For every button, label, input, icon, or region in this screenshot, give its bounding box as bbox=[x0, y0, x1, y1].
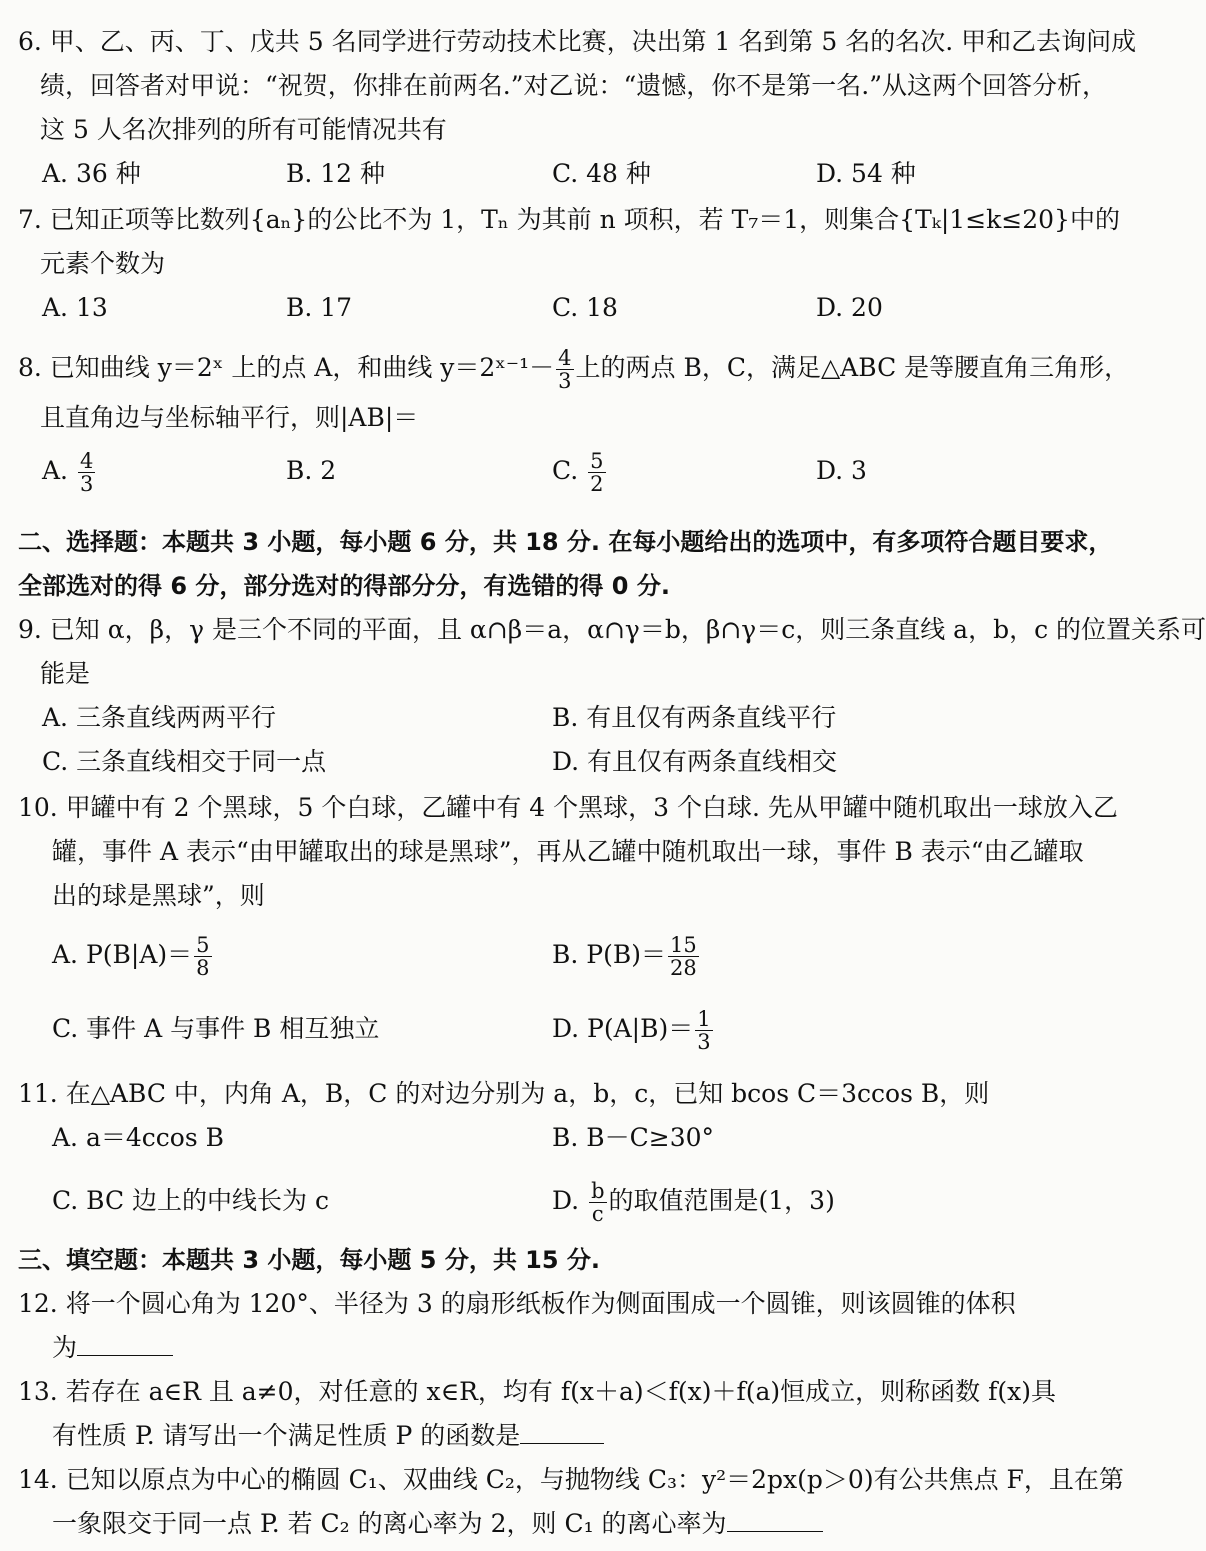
fraction-numerator: 1 bbox=[697, 1007, 711, 1031]
option-a-text: A. P(B|A)＝ bbox=[52, 940, 193, 969]
fraction bbox=[668, 934, 699, 979]
answer-blank[interactable] bbox=[77, 1329, 173, 1356]
option-b bbox=[552, 924, 701, 986]
option-c: C. 48 种 bbox=[552, 159, 651, 188]
question-12-stem-line2 bbox=[52, 1326, 1062, 1370]
question-12-stem-line1: 12. 将一个圆心角为 120°、半径为 3 的扇形纸板作为侧面围成一个圆锥，则该圆锥的体积 bbox=[18, 1289, 1016, 1318]
fraction-denominator: 2 bbox=[590, 472, 604, 496]
fraction-denominator: 28 bbox=[669, 956, 697, 980]
section-3-header bbox=[18, 1238, 1062, 1282]
question-10 bbox=[18, 786, 1118, 1060]
option-a bbox=[52, 924, 214, 986]
question-14-stem-line2 bbox=[52, 1502, 1062, 1546]
question-10-options-row2 bbox=[18, 998, 1062, 1060]
answer-blank[interactable] bbox=[520, 1417, 604, 1444]
question-9-stem-line2: 能是 bbox=[40, 659, 91, 688]
question-6-stem-line3: 这 5 人名次排列的所有可能情况共有 bbox=[40, 115, 447, 144]
question-6-stem-line1: 6. 甲、乙、丙、丁、戊共 5 名同学进行劳动技术比赛，决出第 1 名到第 5 名的名次. 甲和乙去询问成 bbox=[18, 27, 1137, 56]
option-b-text: B. P(B)＝ bbox=[552, 940, 666, 969]
fraction-denominator: c bbox=[591, 1202, 604, 1226]
question-13 bbox=[18, 1370, 1062, 1458]
question-14-stem-text: 一象限交于同一点 P. 若 C₂ 的离心率为 2，则 C₁ 的离心率为 bbox=[52, 1509, 727, 1538]
question-7-stem-line2: 元素个数为 bbox=[40, 249, 166, 278]
question-8-stem-line2: 且直角边与坐标轴平行，则|AB|＝ bbox=[40, 403, 419, 432]
fraction-numerator: 5 bbox=[590, 449, 604, 473]
fraction-denominator: 3 bbox=[79, 472, 94, 496]
option-a: A. 13 bbox=[42, 293, 108, 322]
section-2-line2: 全部选对的得 6 分，部分选对的得部分分，有选错的得 0 分. bbox=[18, 572, 670, 600]
option-d-text: D. P(A|B)＝ bbox=[552, 1014, 694, 1043]
option-d: D. 有且仅有两条直线相交 bbox=[552, 747, 838, 776]
option-b: B. 有且仅有两条直线平行 bbox=[552, 703, 837, 732]
option-a: A. 36 种 bbox=[42, 159, 141, 188]
question-6-options bbox=[18, 152, 1062, 196]
question-12 bbox=[18, 1282, 1062, 1370]
question-9-options-row2 bbox=[18, 740, 1062, 784]
question-10-stem-line3: 出的球是黑球”，则 bbox=[52, 881, 265, 910]
section-3-line1: 三、填空题：本题共 3 小题，每小题 5 分，共 15 分. bbox=[18, 1246, 601, 1274]
question-9-options-row1 bbox=[18, 696, 1062, 740]
fraction bbox=[588, 450, 605, 495]
option-b: B. B－C≥30° bbox=[552, 1123, 715, 1152]
fraction-numerator: 15 bbox=[669, 933, 697, 957]
question-7-options bbox=[18, 286, 1062, 330]
question-10-stem-line1: 10. 甲罐中有 2 个黑球，5 个白球，乙罐中有 4 个黑球，3 个白球. 先从甲罐中随机取出一球放入乙 bbox=[18, 793, 1118, 822]
option-d bbox=[552, 998, 715, 1060]
fraction-numerator: 5 bbox=[196, 933, 210, 957]
option-a bbox=[42, 440, 97, 502]
question-9-stem-line1: 9. 已知 α，β，γ 是三个不同的平面，且 α∩β＝a，α∩γ＝b，β∩γ＝c，则三条直线 a，b，c 的位置关系可 bbox=[18, 615, 1206, 644]
question-7-stem-line1: 7. 已知正项等比数列{aₙ}的公比不为 1，Tₙ 为其前 n 项积，若 T₇＝1，则集合{Tₖ|1≤k≤20}中的 bbox=[18, 205, 1120, 234]
question-11-options-row1 bbox=[18, 1116, 1062, 1160]
question-9 bbox=[18, 608, 1206, 784]
fraction bbox=[695, 1008, 712, 1053]
fraction-numerator: b bbox=[591, 1179, 605, 1203]
fraction-denominator: 8 bbox=[196, 956, 210, 980]
option-d-label: D. bbox=[552, 1186, 580, 1215]
fraction-denominator: 3 bbox=[558, 369, 572, 393]
question-11 bbox=[18, 1072, 1062, 1232]
fraction bbox=[78, 450, 95, 495]
question-13-stem-line2 bbox=[52, 1414, 1062, 1458]
question-10-options-row1 bbox=[18, 924, 1062, 986]
fraction bbox=[556, 347, 573, 392]
option-c-label: C. bbox=[552, 456, 579, 485]
option-c: C. BC 边上的中线长为 c bbox=[52, 1186, 329, 1215]
section-2-header bbox=[18, 520, 1113, 608]
option-d-text: 的取值范围是(1，3) bbox=[608, 1186, 835, 1215]
question-8-options bbox=[18, 440, 1062, 502]
option-d: D. 20 bbox=[816, 293, 883, 322]
question-14-stem-line1: 14. 已知以原点为中心的椭圆 C₁、双曲线 C₂，与抛物线 C₃：y²＝2px(p＞0)有公共焦点 F，且在第 bbox=[18, 1465, 1124, 1494]
answer-blank[interactable] bbox=[727, 1505, 823, 1532]
question-8 bbox=[18, 340, 1130, 502]
question-8-stem-part1: 8. 已知曲线 y＝2ˣ 上的点 A，和曲线 y＝2ˣ⁻¹－ bbox=[18, 353, 555, 382]
option-b: B. 12 种 bbox=[286, 159, 386, 188]
option-c bbox=[552, 440, 608, 502]
option-a: A. a＝4ccos B bbox=[52, 1123, 224, 1152]
question-11-stem-line1: 11. 在△ABC 中，内角 A，B，C 的对边分别为 a，b，c，已知 bcos C＝3ccos B，则 bbox=[18, 1079, 990, 1108]
option-b: B. 17 bbox=[286, 293, 353, 322]
question-8-stem-line1 bbox=[18, 340, 1130, 396]
question-11-options-row2 bbox=[18, 1170, 1062, 1232]
question-6 bbox=[18, 20, 1137, 196]
question-8-stem-part2: 上的两点 B，C，满足△ABC 是等腰直角三角形， bbox=[575, 353, 1130, 382]
option-d bbox=[552, 1170, 835, 1232]
option-d: D. 54 种 bbox=[816, 159, 916, 188]
option-b: B. 2 bbox=[286, 456, 337, 485]
fraction bbox=[194, 934, 211, 979]
option-c: C. 事件 A 与事件 B 相互独立 bbox=[52, 1014, 380, 1043]
fraction bbox=[589, 1180, 606, 1225]
question-10-stem-line2: 罐，事件 A 表示“由甲罐取出的球是黑球”，再从乙罐中随机取出一球，事件 B 表示“由乙罐取 bbox=[52, 837, 1084, 866]
option-a: A. 三条直线两两平行 bbox=[42, 703, 276, 732]
fraction-numerator: 4 bbox=[79, 449, 94, 473]
section-2-line1: 二、选择题：本题共 3 小题，每小题 6 分，共 18 分. 在每小题给出的选项中，有多项符合题目要求， bbox=[18, 528, 1113, 556]
question-14 bbox=[18, 1458, 1124, 1546]
question-13-stem-line1: 13. 若存在 a∈R 且 a≠0，对任意的 x∈R，均有 f(x＋a)＜f(x)＋f(a)恒成立，则称函数 f(x)具 bbox=[18, 1377, 1056, 1406]
option-d: D. 3 bbox=[816, 456, 867, 485]
question-13-stem-text: 有性质 P. 请写出一个满足性质 P 的函数是 bbox=[52, 1421, 521, 1450]
question-12-stem-text: 为 bbox=[52, 1333, 78, 1362]
fraction-denominator: 3 bbox=[697, 1030, 711, 1054]
question-7 bbox=[18, 198, 1120, 330]
option-c: C. 18 bbox=[552, 293, 618, 322]
question-6-stem-line2: 绩，回答者对甲说：“祝贺，你排在前两名.”对乙说：“遗憾，你不是第一名.”从这两个回答分析， bbox=[40, 71, 1108, 100]
option-a-label: A. bbox=[42, 456, 69, 485]
option-c: C. 三条直线相交于同一点 bbox=[42, 747, 327, 776]
fraction-numerator: 4 bbox=[558, 346, 572, 370]
